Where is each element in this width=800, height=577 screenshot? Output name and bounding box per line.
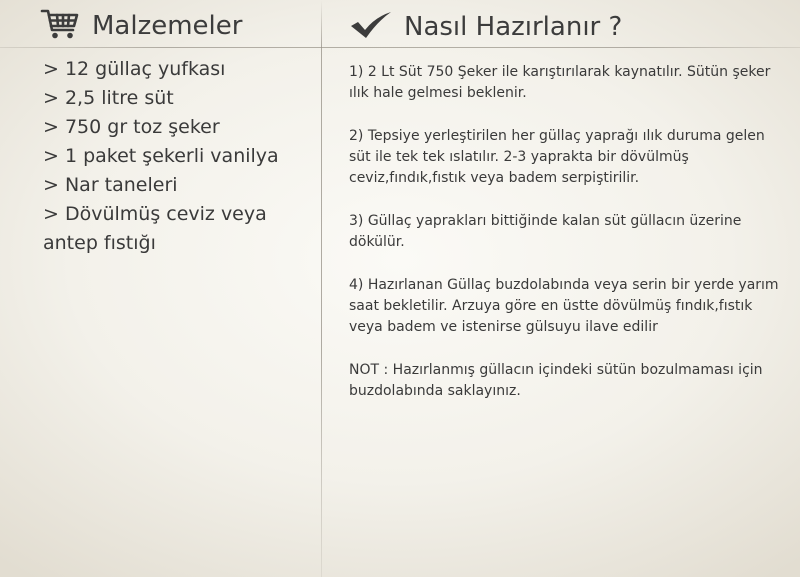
ingredient-item: > 2,5 litre süt [43, 87, 174, 109]
ingredients-header [40, 8, 242, 44]
ingredient-item: > 750 gr toz şeker [43, 116, 220, 138]
step-3: 3) Güllaç yaprakları bittiğinde kalan süt güllacın üzerine dökülür. [349, 213, 742, 250]
ingredient-item: > Dövülmüş ceviz veya antep fıstığı [43, 203, 267, 254]
header-divider [0, 47, 800, 48]
ingredients-list [43, 55, 313, 258]
shopping-cart-icon [40, 8, 80, 44]
ingredient-item: > 1 paket şekerli vanilya [43, 145, 279, 167]
column-divider [321, 0, 322, 577]
step-2: 2) Tepsiye yerleştirilen her güllaç yaprağı ılık duruma gelen süt ile tek tek ıslatılır. 2-3 yaprakta bir dövülmüş ceviz,fındık,fıstık veya badem serpiştirilir. [349, 128, 765, 186]
ingredient-item: > 12 güllaç yufkası [43, 58, 226, 80]
instructions-header [350, 9, 622, 45]
instructions-steps [349, 62, 779, 424]
note: NOT : Hazırlanmış güllacın içindeki sütün bozulmaması için buzdolabında saklayınız. [349, 362, 763, 399]
ingredient-item: > Nar taneleri [43, 174, 178, 196]
checkmark-icon [350, 11, 392, 43]
ingredients-title: Malzemeler [92, 11, 243, 41]
step-1: 1) 2 Lt Süt 750 Şeker ile karıştırılarak kaynatılır. Sütün şeker ılık hale gelmesi beklenir. [349, 64, 771, 101]
step-4: 4) Hazırlanan Güllaç buzdolabında veya serin bir yerde yarım saat bekletilir. Arzuya göre en üstte dövülmüş fındık,fıstık veya badem ve istenirse gülsuyu ilave edilir [349, 277, 779, 335]
instructions-title: Nasıl Hazırlanır ? [404, 12, 623, 42]
